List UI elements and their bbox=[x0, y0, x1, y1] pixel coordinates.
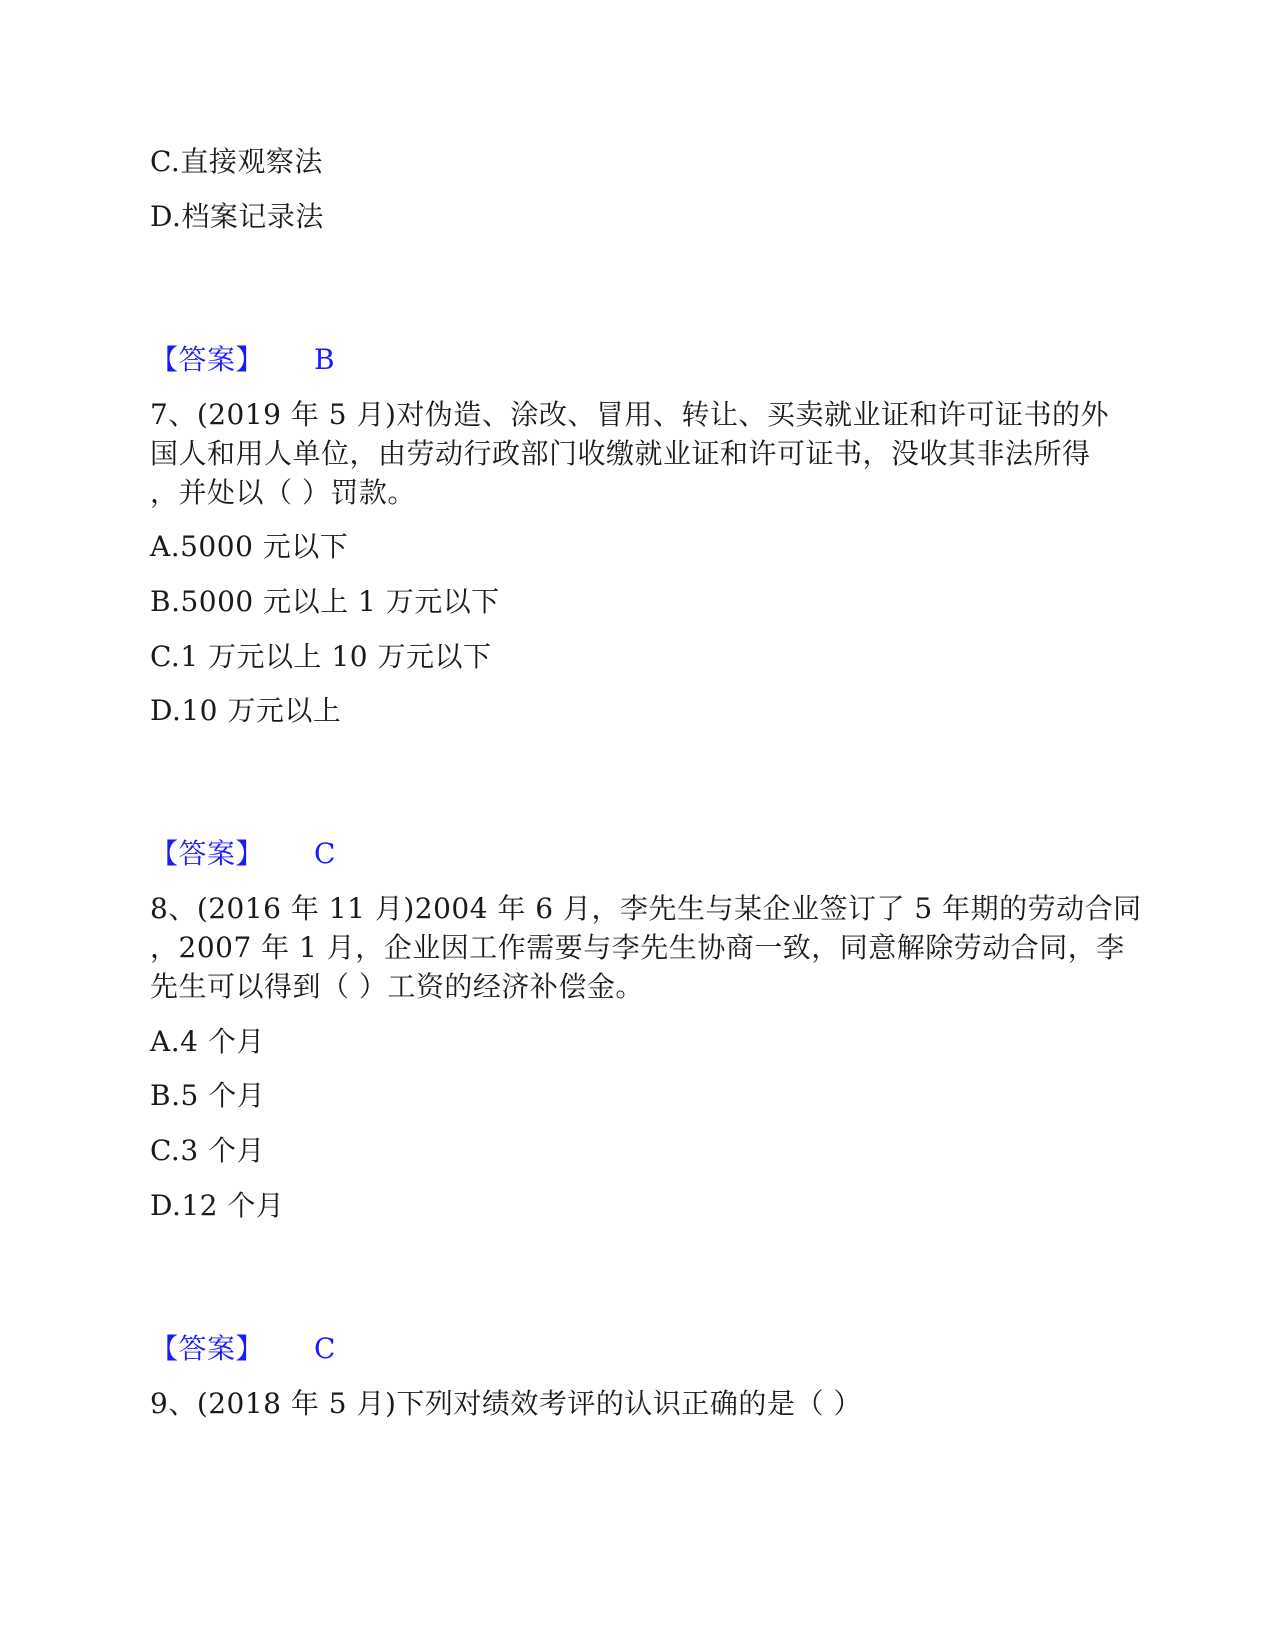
q8-option-d: D.12 个月 bbox=[150, 1189, 285, 1222]
q6-option-d: D.档案记录法 bbox=[150, 200, 324, 233]
answer-label: 【答案】 bbox=[150, 837, 265, 870]
q7-option-b: B.5000 元以上 1 万元以下 bbox=[150, 585, 500, 618]
q8-option-c: C.3 个月 bbox=[150, 1134, 266, 1167]
q7-stem-line-2: 国人和用人单位，由劳动行政部门收缴就业证和许可证书，没收其非法所得 bbox=[150, 437, 1091, 470]
q8-option-b: B.5 个月 bbox=[150, 1079, 266, 1112]
q7-answer bbox=[150, 834, 336, 874]
q6-option-c: C.直接观察法 bbox=[150, 145, 323, 178]
q8-stem-line-3: 先生可以得到（ ）工资的经济补偿金。 bbox=[150, 970, 644, 1003]
answer-value: B bbox=[314, 343, 336, 376]
q8-stem-line-2: ，2007 年 1 月，企业因工作需要与李先生协商一致，同意解除劳动合同，李 bbox=[150, 931, 1125, 964]
answer-label: 【答案】 bbox=[150, 343, 265, 376]
q9-stem-line-1: 9、(2018 年 5 月)下列对绩效考评的认识正确的是（ ） bbox=[150, 1387, 862, 1420]
q6-answer bbox=[150, 340, 335, 380]
answer-label: 【答案】 bbox=[150, 1332, 265, 1365]
answer-value: C bbox=[314, 1332, 336, 1365]
q8-stem-line-1: 8、(2016 年 11 月)2004 年 6 月，李先生与某企业签订了 5 年期的劳动合同 bbox=[150, 892, 1142, 925]
answer-value: C bbox=[314, 837, 336, 870]
q8-option-a: A.4 个月 bbox=[150, 1025, 265, 1058]
q7-option-d: D.10 万元以上 bbox=[150, 694, 342, 727]
q8-answer bbox=[150, 1329, 336, 1369]
q7-stem-line-1: 7、(2019 年 5 月)对伪造、涂改、冒用、转让、买卖就业证和许可证书的外 bbox=[150, 398, 1109, 431]
q7-option-c: C.1 万元以上 10 万元以下 bbox=[150, 640, 492, 673]
q7-option-a: A.5000 元以下 bbox=[150, 530, 349, 563]
q7-stem-line-3: ，并处以（ ）罚款。 bbox=[150, 476, 416, 509]
